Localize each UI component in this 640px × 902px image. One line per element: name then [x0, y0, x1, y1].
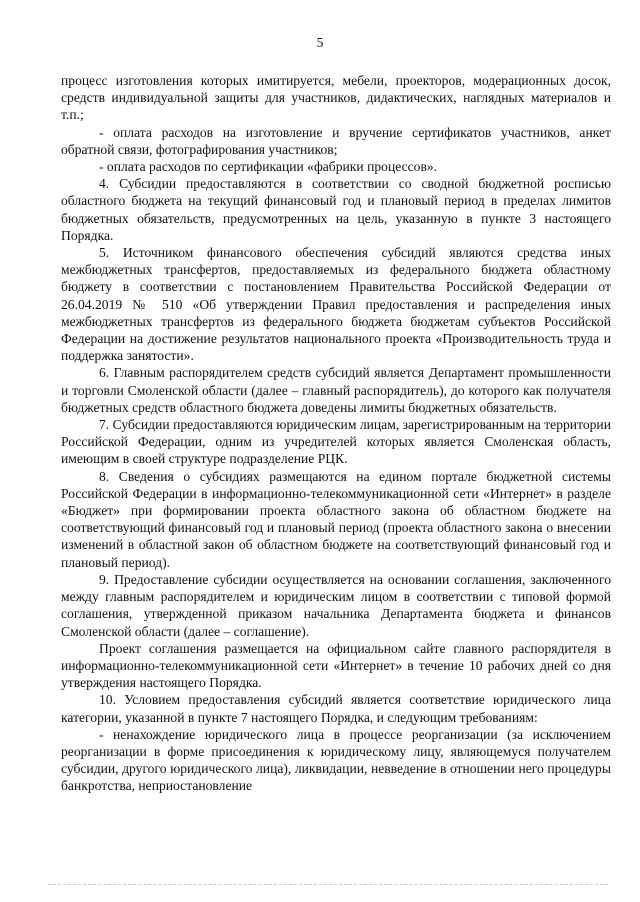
paragraph: 10. Условием предоставления субсидий является соответствие юридического лица категории, указанной в пункте 7 настоящего Порядка, и следующим требованиям:: [61, 692, 611, 725]
paragraph: 4. Субсидии предоставляются в соответствии со сводной бюджетной росписью областного бюджета на текущий финансовый год и плановый период в пределах лимитов бюджетных обязательств, предусмотренных на цель, указанную в пункте 3 настоящего Порядка.: [61, 176, 611, 243]
document-body: [61, 72, 611, 795]
paragraph: - оплата расходов на изготовление и вручение сертификатов участников, анкет обратной связи, фотографирования участников;: [61, 124, 611, 157]
paragraph: 5. Источником финансового обеспечения субсидий являются средства иных межбюджетных трансфертов, предоставляемых из федерального бюджета областному бюджету в соответствии с постановлением Правительства Российской Федерации от 26.04.2019 № 510 «Об утверждении Правил предоставления и распределения иных межбюджетных трансфертов из федерального бюджета бюджетам субъектов Российской Федерации на достижение результатов национального проекта «Производительность труда и поддержка занятости».: [61, 245, 611, 364]
paragraph: 6. Главным распорядителем средств субсидий является Департамент промышленности и торговли Смоленской области (далее – главный распорядитель), до которого как получателя бюджетных средств областного бюджета доведены лимиты бюджетных обязательств.: [61, 365, 611, 415]
paragraph: Проект соглашения размещается на официальном сайте главного распорядителя в информационно-телекоммуникационной сети «Интернет» в течение 10 рабочих дней со дня утверждения настоящего Порядка.: [61, 640, 611, 691]
paragraph: 7. Субсидии предоставляются юридическим лицам, зарегистрированным на территории Российской Федерации, одним из учредителей которых является Смоленская область, имеющим в своей структуре подразделение РЦК.: [61, 417, 611, 467]
paragraph: - ненахождение юридического лица в процессе реорганизации (за исключением реорганизации в форме присоединения к юридическому лицу, являющемуся получателем субсидии, другого юридического лица), ликвидации, невведение в отношении него процедуры банкротства, неприостановление: [61, 726, 611, 794]
paragraph: 8. Сведения о субсидиях размещаются на едином портале бюджетной системы Российской Федерации в информационно-телекоммуникационной сети «Интернет» в разделе «Бюджет» при формировании проекта областного закона об областном бюджете на соответствующий финансовый год и плановый период (проекта областного закона о внесении изменений в областной закон об областном бюджете на соответствующий финансовый год и плановый период).: [61, 468, 611, 570]
paragraph: 9. Предоставление субсидии осуществляется на основании соглашения, заключенного между главным распорядителем и юридическим лицом в соответствии с типовой формой соглашения, утвержденной приказом начальника Департамента бюджета и финансов Смоленской области (далее – соглашение).: [61, 571, 611, 639]
paragraph: - оплата расходов по сертификации «фабрики процессов».: [99, 159, 438, 175]
bottom-scan-edge: [48, 884, 608, 885]
page-number: 5: [316, 35, 324, 50]
paragraph: процесс изготовления которых имитируется, мебели, проекторов, модерационных досок, средств индивидуальной защиты для участников, дидактических, наглядных материалов и т.п.;: [61, 73, 611, 123]
